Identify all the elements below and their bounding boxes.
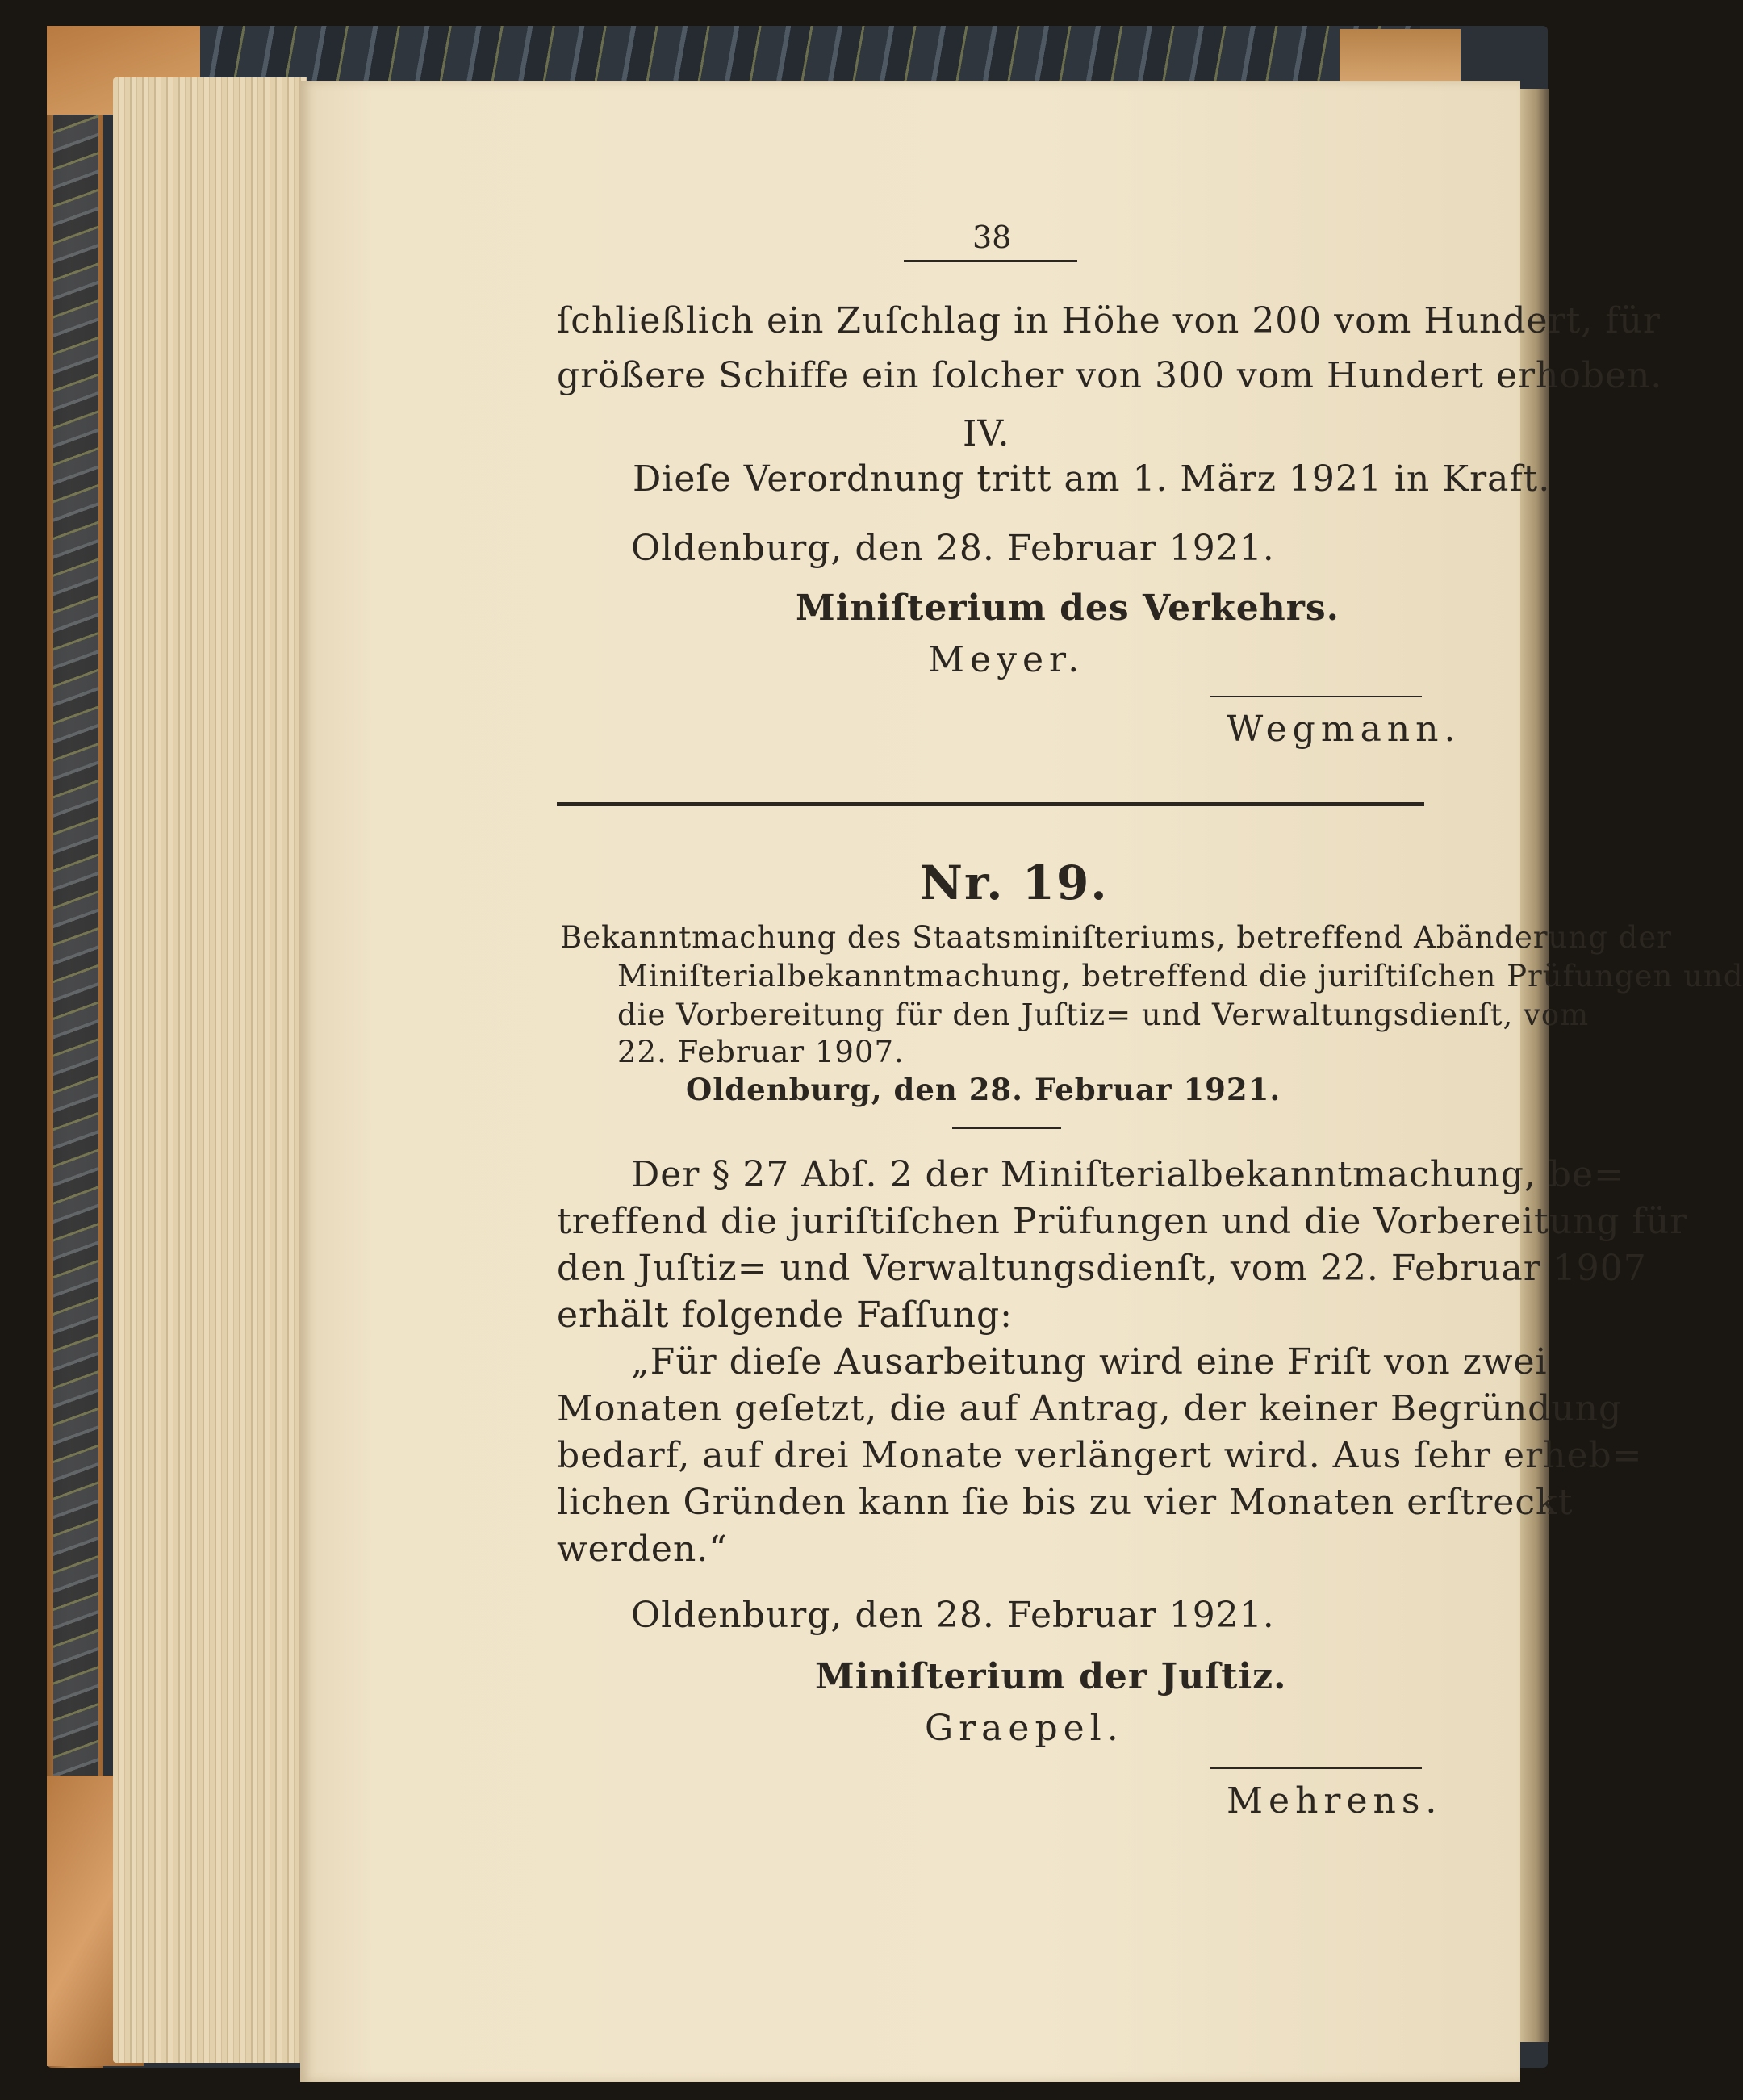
cosigner-name: Wegmann. bbox=[1227, 709, 1461, 750]
short-rule bbox=[952, 1127, 1061, 1129]
text-line: größere Schiffe ein ſolcher von 300 vom Hundert erhoben. bbox=[557, 355, 1663, 396]
section-number: Nr. 19. bbox=[920, 855, 1109, 910]
ministry-name: Miniſterium des Verkehrs. bbox=[796, 588, 1340, 629]
summary-line: die Vorbereitung für den Juſtiz= und Verwaltungsdienſt, vom bbox=[617, 998, 1590, 1032]
section-separator bbox=[557, 802, 1424, 806]
signer-name: Graepel. bbox=[925, 1708, 1124, 1749]
place-date: Oldenburg, den 28. Februar 1921. bbox=[631, 1595, 1275, 1636]
body-line: Der § 27 Abſ. 2 der Miniſterialbekanntmachung, be= bbox=[631, 1154, 1624, 1195]
body-line: werden.“ bbox=[557, 1529, 728, 1570]
summary-place-date: Oldenburg, den 28. Februar 1921. bbox=[686, 1072, 1281, 1107]
signature-rule bbox=[1210, 1767, 1422, 1769]
text-line: ſchließlich ein Zuſchlag in Höhe von 200 vom Hundert, für bbox=[557, 300, 1661, 341]
body-line: Monaten geſetzt, die auf Antrag, der keiner Begründung bbox=[557, 1388, 1623, 1429]
place-date: Oldenburg, den 28. Februar 1921. bbox=[631, 528, 1275, 569]
summary-line: Bekanntmachung des Staatsminiſteriums, betreffend Abänderung der bbox=[560, 920, 1672, 955]
signer-name: Meyer. bbox=[928, 639, 1085, 680]
summary-line: 22. Februar 1907. bbox=[617, 1035, 905, 1069]
section-roman-numeral: IV. bbox=[963, 413, 1010, 454]
body-line: treffend die juriſtiſchen Prüfungen und die Vorbereitung für bbox=[557, 1201, 1688, 1242]
cosigner-name: Mehrens. bbox=[1227, 1780, 1443, 1822]
signature-rule bbox=[1210, 696, 1422, 697]
body-line: den Juſtiz= und Verwaltungsdienſt, vom 22. Februar 1907 bbox=[557, 1248, 1647, 1289]
header-rule bbox=[904, 260, 1077, 262]
body-line: erhält folgende Faſſung: bbox=[557, 1295, 1013, 1336]
validity-line: Dieſe Verordnung tritt am 1. März 1921 in Kraft. bbox=[633, 458, 1551, 500]
body-line: lichen Gründen kann ſie bis zu vier Monaten erſtreckt bbox=[557, 1482, 1574, 1523]
body-line: bedarf, auf drei Monate verlängert wird. Aus ſehr erheb= bbox=[557, 1435, 1643, 1476]
body-line: „Für dieſe Ausarbeitung wird eine Friſt von zwei bbox=[631, 1341, 1548, 1383]
page-number: 38 bbox=[972, 220, 1012, 255]
summary-line: Miniſterialbekanntmachung, betreffend die juriſtiſchen Prüfungen und bbox=[617, 959, 1743, 994]
ministry-name: Miniſterium der Juſtiz. bbox=[815, 1656, 1287, 1697]
